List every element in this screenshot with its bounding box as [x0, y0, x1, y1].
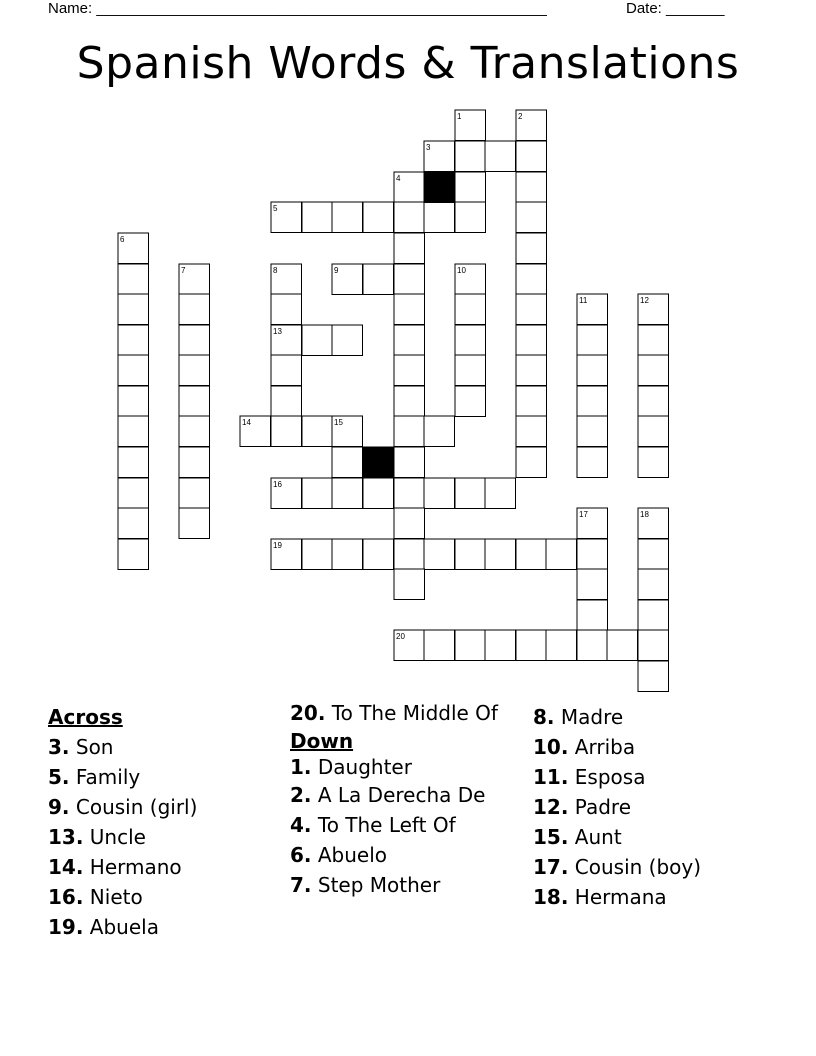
- clue-number-label: 3: [426, 143, 431, 152]
- clue-number-label: 16: [273, 480, 282, 489]
- grid-cell[interactable]: [118, 264, 149, 295]
- grid-cell[interactable]: [516, 355, 547, 386]
- grid-cell[interactable]: [516, 539, 547, 570]
- grid-cell[interactable]: [179, 325, 210, 356]
- clue-number: 13.: [48, 825, 84, 849]
- grid-cell[interactable]: [271, 294, 302, 325]
- clue-number-label: 8: [273, 266, 278, 275]
- clue-down-4: [290, 810, 520, 840]
- clue-down-18: [533, 882, 773, 912]
- grid-cell[interactable]: [394, 416, 425, 447]
- grid-cell[interactable]: [332, 325, 363, 356]
- grid-cell[interactable]: [638, 416, 669, 447]
- page-title: Spanish Words & Translations: [76, 38, 740, 89]
- grid-cell[interactable]: [638, 539, 669, 570]
- grid-cell[interactable]: [424, 202, 455, 233]
- clue-number: 18.: [533, 885, 569, 909]
- grid-cell[interactable]: [638, 447, 669, 478]
- clue-text: Abuelo: [311, 843, 388, 867]
- clue-text: Esposa: [568, 765, 646, 789]
- grid-cell[interactable]: [179, 294, 210, 325]
- grid-cell[interactable]: [577, 539, 608, 570]
- grid-cell[interactable]: [118, 294, 149, 325]
- clue-text: Family: [69, 765, 141, 789]
- clues-column-1: [48, 702, 278, 942]
- grid-cell[interactable]: [363, 539, 394, 570]
- grid-cell[interactable]: [118, 508, 149, 539]
- grid-cell[interactable]: [546, 539, 577, 570]
- grid-cell[interactable]: [394, 233, 425, 264]
- clue-text: Cousin (boy): [568, 855, 702, 879]
- grid-cell[interactable]: [179, 478, 210, 509]
- clue-number: 12.: [533, 795, 569, 819]
- clue-across-3: [48, 732, 278, 762]
- grid-cell[interactable]: [638, 325, 669, 356]
- grid-cell[interactable]: [332, 478, 363, 509]
- grid-cell[interactable]: [455, 141, 486, 172]
- grid-cell[interactable]: [179, 416, 210, 447]
- grid-cell[interactable]: [455, 630, 486, 661]
- clue-number: 9.: [48, 795, 70, 819]
- grid-cell[interactable]: [118, 416, 149, 447]
- grid-cell[interactable]: [577, 569, 608, 600]
- grid-cell[interactable]: [394, 478, 425, 509]
- grid-cell[interactable]: [179, 355, 210, 386]
- clue-down-11: [533, 762, 773, 792]
- clue-down-10: [533, 732, 773, 762]
- grid-cell[interactable]: [179, 386, 210, 417]
- clue-number-label: 14: [242, 418, 251, 427]
- grid-cell[interactable]: [424, 416, 455, 447]
- grid-cell[interactable]: [302, 539, 333, 570]
- clue-number-label: 5: [273, 204, 278, 213]
- grid-cell[interactable]: [455, 386, 486, 417]
- clue-text: A La Derecha De: [311, 783, 486, 807]
- clue-across-13: [48, 822, 278, 852]
- grid-cell[interactable]: [516, 630, 547, 661]
- clue-number: 16.: [48, 885, 84, 909]
- grid-cell[interactable]: [607, 630, 638, 661]
- grid-cell[interactable]: [394, 264, 425, 295]
- clue-number: 2.: [290, 783, 312, 807]
- grid-cell[interactable]: [577, 630, 608, 661]
- clue-text: Son: [69, 735, 114, 759]
- clue-across-20: [290, 702, 520, 724]
- clue-number-label: 11: [579, 296, 588, 305]
- across-heading: Across: [48, 705, 123, 729]
- clue-number: 6.: [290, 843, 312, 867]
- grid-cell[interactable]: [485, 539, 516, 570]
- grid-cell[interactable]: [118, 478, 149, 509]
- grid-cell[interactable]: [424, 630, 455, 661]
- clue-across-5: [48, 762, 278, 792]
- clue-down-17: [533, 852, 773, 882]
- clue-number: 3.: [48, 735, 70, 759]
- grid-cell[interactable]: [577, 600, 608, 631]
- grid-cell[interactable]: [271, 355, 302, 386]
- clue-text: To The Left Of: [311, 813, 456, 837]
- grid-cell[interactable]: [118, 447, 149, 478]
- grid-cell[interactable]: [516, 264, 547, 295]
- grid-cell[interactable]: [485, 478, 516, 509]
- clue-down-12: [533, 792, 773, 822]
- grid-cell[interactable]: [577, 416, 608, 447]
- grid-cell[interactable]: [546, 630, 577, 661]
- grid-cell[interactable]: [516, 141, 547, 172]
- grid-cell[interactable]: [179, 447, 210, 478]
- clue-number: 11.: [533, 765, 569, 789]
- clue-down-2: [290, 784, 520, 806]
- clue-number: 7.: [290, 873, 312, 897]
- clue-number: 14.: [48, 855, 84, 879]
- clue-number-label: 9: [334, 266, 339, 275]
- clue-number: 10.: [533, 735, 569, 759]
- grid-cell[interactable]: [424, 478, 455, 509]
- clue-across-19: [48, 912, 278, 942]
- grid-cell-black: [424, 172, 455, 203]
- grid-cell[interactable]: [394, 355, 425, 386]
- clue-down-8: [533, 702, 773, 732]
- clue-down-6: [290, 840, 520, 870]
- clues-column-3: [533, 702, 773, 912]
- grid-cell[interactable]: [394, 202, 425, 233]
- clue-number: 8.: [533, 705, 555, 729]
- grid-cell[interactable]: [394, 294, 425, 325]
- clue-number-label: 12: [640, 296, 649, 305]
- grid-cell[interactable]: [271, 416, 302, 447]
- grid-cell[interactable]: [302, 202, 333, 233]
- grid-cell[interactable]: [271, 386, 302, 417]
- grid-cell[interactable]: [332, 202, 363, 233]
- clue-text: Daughter: [311, 755, 412, 779]
- clue-text: Padre: [568, 795, 631, 819]
- clue-number: 20.: [290, 701, 326, 725]
- grid-cell[interactable]: [455, 202, 486, 233]
- grid-cell[interactable]: [302, 478, 333, 509]
- name-field[interactable]: Name: ______________________________________________________: [48, 0, 547, 17]
- clue-text: Madre: [554, 705, 624, 729]
- clue-number: 19.: [48, 915, 84, 939]
- clue-text: Abuela: [83, 915, 159, 939]
- grid-cell[interactable]: [577, 447, 608, 478]
- clue-down-7: [290, 870, 520, 900]
- grid-cell[interactable]: [516, 416, 547, 447]
- grid-cell[interactable]: [516, 325, 547, 356]
- clue-number-label: 17: [579, 510, 588, 519]
- grid-cell[interactable]: [179, 508, 210, 539]
- clue-text: Arriba: [568, 735, 636, 759]
- clue-number: 4.: [290, 813, 312, 837]
- grid-cell[interactable]: [577, 325, 608, 356]
- clue-text: Hermano: [83, 855, 182, 879]
- grid-cell-black: [363, 447, 394, 478]
- grid-cell[interactable]: [363, 264, 394, 295]
- grid-cell[interactable]: [638, 569, 669, 600]
- grid-cell[interactable]: [485, 630, 516, 661]
- clue-text: Uncle: [83, 825, 146, 849]
- clue-number-label: 19: [273, 541, 282, 550]
- grid-cell[interactable]: [302, 325, 333, 356]
- clue-down-1: [290, 754, 520, 780]
- grid-cell[interactable]: [118, 539, 149, 570]
- grid-cell[interactable]: [363, 202, 394, 233]
- grid-cell[interactable]: [394, 386, 425, 417]
- grid-cell[interactable]: [118, 325, 149, 356]
- grid-cell[interactable]: [394, 447, 425, 478]
- grid-cell[interactable]: [394, 325, 425, 356]
- grid-cell[interactable]: [516, 233, 547, 264]
- grid-cell[interactable]: [516, 172, 547, 203]
- clue-down-15: [533, 822, 773, 852]
- grid-cell[interactable]: [455, 539, 486, 570]
- grid-cell[interactable]: [332, 447, 363, 478]
- grid-cell[interactable]: [638, 386, 669, 417]
- grid-cell[interactable]: [455, 172, 486, 203]
- clue-across-14: [48, 852, 278, 882]
- down-heading: Down: [290, 729, 354, 753]
- clue-number-label: 18: [640, 510, 649, 519]
- clue-number: 15.: [533, 825, 569, 849]
- clue-number-label: 15: [334, 418, 343, 427]
- grid-cell[interactable]: [516, 294, 547, 325]
- grid-cell[interactable]: [516, 386, 547, 417]
- grid-cell[interactable]: [118, 386, 149, 417]
- grid-cell[interactable]: [577, 386, 608, 417]
- grid-cell[interactable]: [332, 539, 363, 570]
- clue-number-label: 7: [181, 266, 186, 275]
- grid-cell[interactable]: [394, 569, 425, 600]
- clue-number-label: 2: [518, 112, 523, 121]
- grid-cell[interactable]: [455, 294, 486, 325]
- grid-cell[interactable]: [394, 508, 425, 539]
- clue-number-label: 1: [457, 112, 462, 121]
- grid-cell[interactable]: [118, 355, 149, 386]
- clue-across-16: [48, 882, 278, 912]
- grid-cell[interactable]: [638, 630, 669, 661]
- clues-column-2: [290, 702, 520, 900]
- grid-cell[interactable]: [363, 478, 394, 509]
- grid-cell[interactable]: [424, 539, 455, 570]
- clue-number-label: 10: [457, 266, 466, 275]
- grid-cell[interactable]: [394, 539, 425, 570]
- grid-cell[interactable]: [638, 661, 669, 692]
- clue-across-9: [48, 792, 278, 822]
- clue-number-label: 6: [120, 235, 125, 244]
- clue-number: 5.: [48, 765, 70, 789]
- grid-cell[interactable]: [516, 202, 547, 233]
- grid-cell[interactable]: [455, 355, 486, 386]
- clue-text: Step Mother: [311, 873, 441, 897]
- grid-cell[interactable]: [485, 141, 516, 172]
- grid-cell[interactable]: [638, 355, 669, 386]
- grid-cell[interactable]: [455, 325, 486, 356]
- clue-text: Nieto: [83, 885, 143, 909]
- date-field[interactable]: Date: _______: [626, 0, 725, 17]
- grid-cell[interactable]: [455, 478, 486, 509]
- clue-text: To The Middle Of: [325, 701, 498, 725]
- grid-cell[interactable]: [638, 600, 669, 631]
- clue-text: Aunt: [568, 825, 622, 849]
- clue-number: 1.: [290, 755, 312, 779]
- grid-cell[interactable]: [516, 447, 547, 478]
- clue-number-label: 13: [273, 327, 282, 336]
- clue-number: 17.: [533, 855, 569, 879]
- grid-cell[interactable]: [302, 416, 333, 447]
- clue-text: Cousin (girl): [69, 795, 198, 819]
- clue-number-label: 20: [396, 632, 405, 641]
- grid-cell[interactable]: [577, 355, 608, 386]
- clue-number-label: 4: [396, 174, 401, 183]
- clue-text: Hermana: [568, 885, 667, 909]
